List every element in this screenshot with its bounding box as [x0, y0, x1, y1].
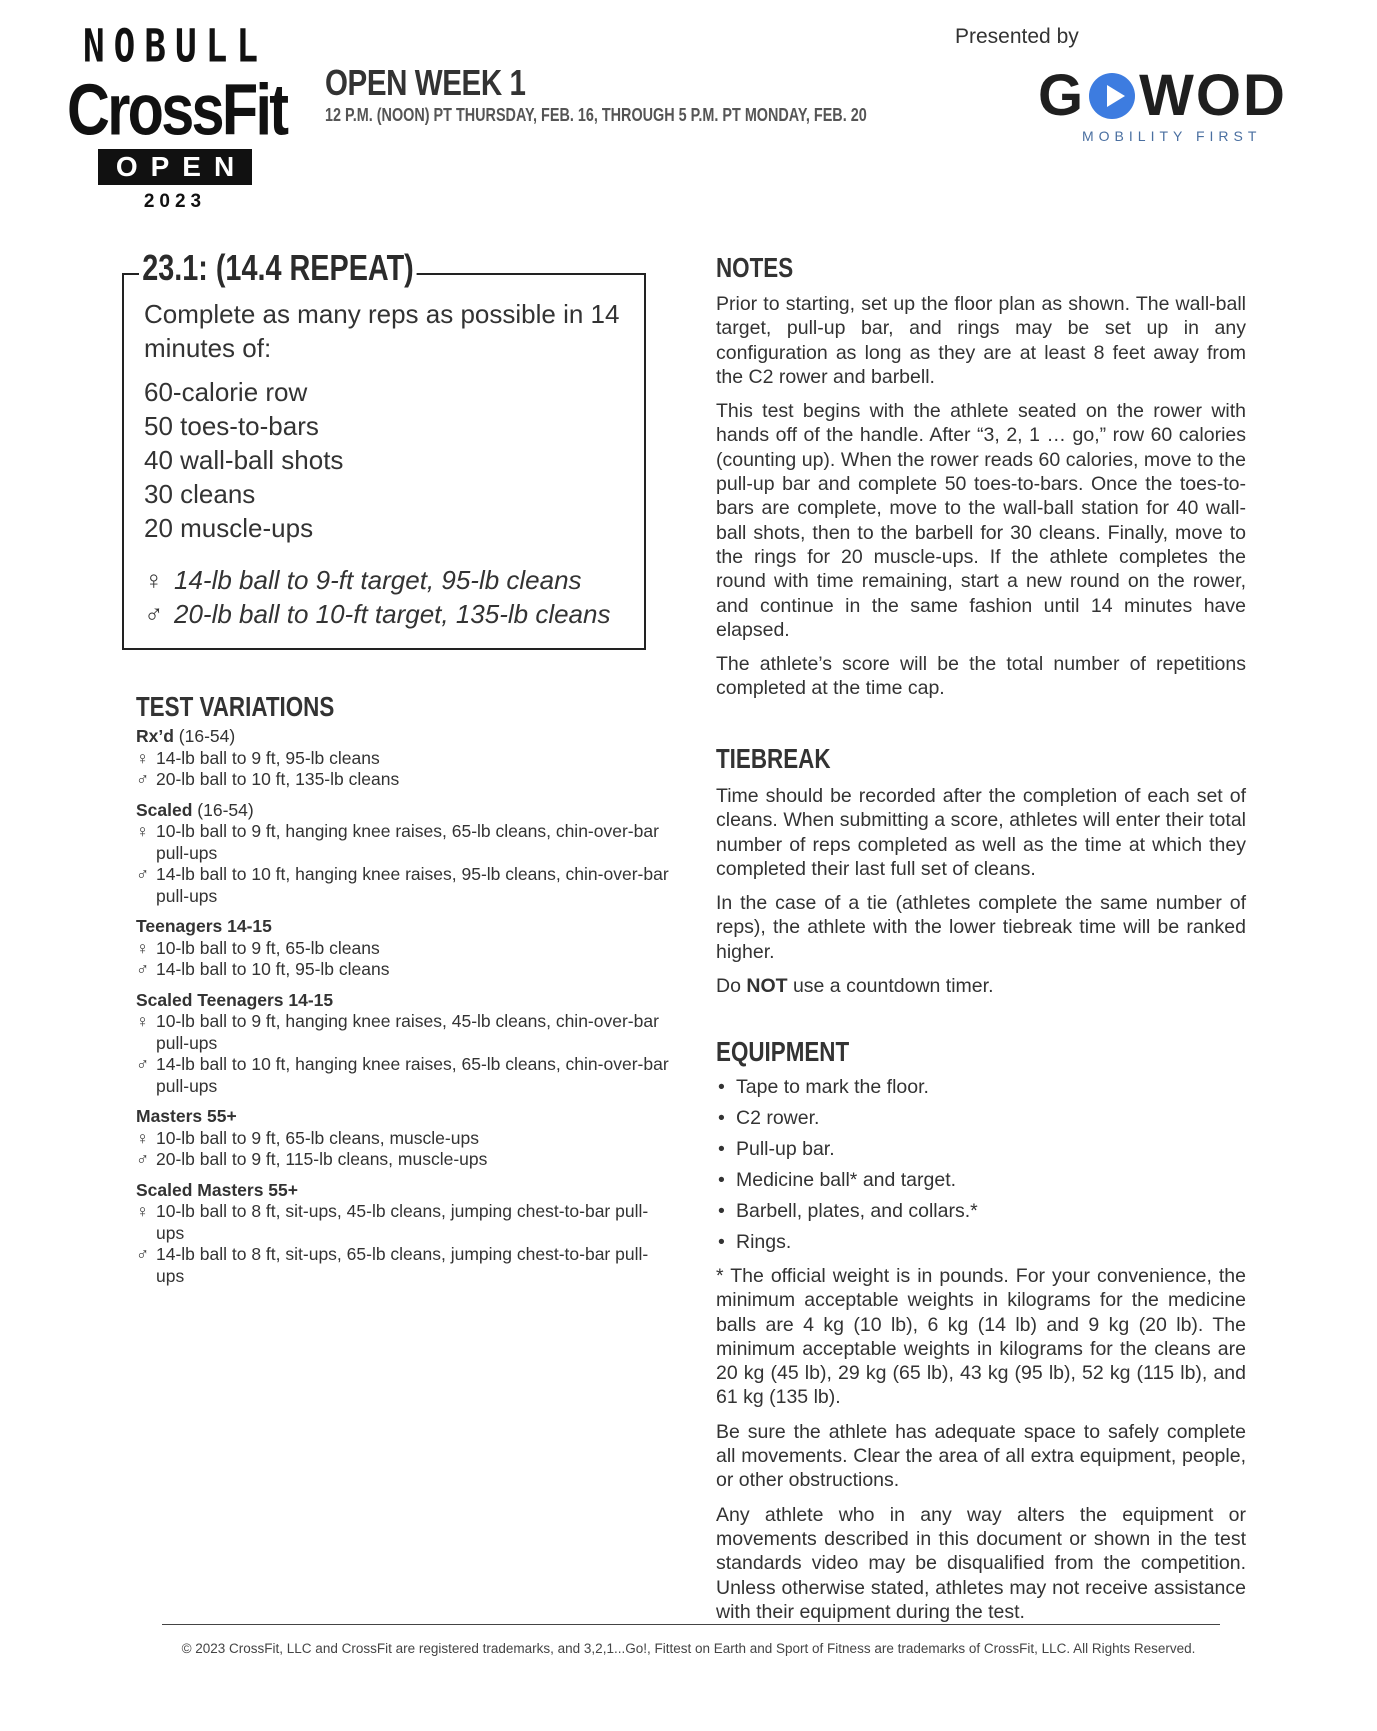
variation-name: Scaled Masters 55+ [136, 1179, 298, 1200]
variation-name: Masters 55+ [136, 1106, 237, 1126]
male-symbol-icon: ♂ [136, 1149, 150, 1169]
equipment-heading: EQUIPMENT [716, 1036, 850, 1067]
female-symbol-icon: ♀ [144, 565, 164, 595]
variation-age: (16-54) [192, 799, 254, 820]
movement-item: 30 cleans [144, 479, 256, 509]
male-symbol-icon: ♂ [136, 959, 150, 979]
equipment-item: • Pull-up bar. [716, 1134, 1246, 1165]
sponsor-name-left: G [1038, 63, 1086, 128]
variation-text: 10-lb ball to 9 ft, hanging knee raises, 45-lb cleans, chin-over-bar pull-ups [156, 1011, 659, 1053]
sponsor-tagline: MOBILITY FIRST [1082, 128, 1262, 144]
logo-name: CrossFit [67, 68, 287, 150]
variation-text: 10-lb ball to 9 ft, 65-lb cleans, muscle-ups [156, 1127, 479, 1148]
load-text: 14-lb ball to 9-ft target, 95-lb cleans [174, 565, 582, 595]
variation-text: 14-lb ball to 10 ft, 95-lb cleans [156, 959, 390, 979]
variation-line [136, 1201, 676, 1244]
load-female [144, 563, 634, 597]
play-icon [1089, 73, 1135, 119]
variation-line [136, 1149, 676, 1171]
crossfit-open-logo [55, 21, 295, 213]
variation-text: 10-lb ball to 8 ft, sit-ups, 45-lb cleans, jumping chest-to-bar pull-ups [156, 1201, 649, 1243]
movement-item: 60-calorie row [144, 377, 308, 407]
variation-age: (16-54) [173, 726, 236, 746]
logo-year: 2023 [143, 191, 207, 212]
equipment-paragraph: Any athlete who in any way alters the equipment or movements described in this document or shown in the test standards video may be disqualified from the competition. Unless otherwise stated, athletes may not receive assistance with their equipment during the test. [716, 1503, 1246, 1623]
variation-text: 14-lb ball to 8 ft, sit-ups, 65-lb cleans, jumping chest-to-bar pull-ups [156, 1244, 649, 1286]
equipment-item: • C2 rower. [716, 1103, 1246, 1134]
variation-name: Scaled [136, 799, 193, 820]
logo-brand: NOBULL [82, 21, 268, 73]
variation-line [136, 959, 676, 981]
variation-text: 10-lb ball to 9 ft, hanging knee raises, 65-lb cleans, chin-over-bar pull-ups [156, 821, 659, 863]
variation-text: 20-lb ball to 10 ft, 135-lb cleans [156, 769, 400, 789]
female-symbol-icon: ♀ [136, 937, 150, 958]
equipment-item: • Barbell, plates, and collars.* [716, 1196, 1246, 1227]
tiebreak-paragraph: Time should be recorded after the completion of each set of cleans. When submitting a score, athletes will enter their total number of reps completed as well as the time at which they completed their last full set of cleans. [716, 785, 1246, 880]
variation-text: 10-lb ball to 9 ft, 65-lb cleans [156, 937, 380, 958]
countdown-note: Do NOT use a countdown timer. [716, 975, 994, 998]
test-variations-heading: TEST VARIATIONS [136, 691, 335, 722]
variation-line [136, 1011, 676, 1054]
load-male [144, 597, 634, 631]
notes-heading: NOTES [716, 252, 794, 283]
variation-name: Teenagers 14-15 [136, 916, 272, 936]
variation-name: Rx’d [136, 726, 174, 746]
variation-line [136, 748, 676, 770]
male-symbol-icon: ♂ [136, 1244, 150, 1264]
variation-group [136, 1180, 676, 1288]
sponsor-logo [1038, 63, 1308, 144]
variation-group [136, 800, 676, 908]
female-symbol-icon: ♀ [136, 1201, 150, 1221]
variation-group [136, 990, 676, 1098]
page-title: OPEN WEEK 1 [325, 62, 526, 103]
equipment-item: • Medicine ball* and target. [716, 1165, 1246, 1196]
variation-line [136, 821, 676, 864]
notes-paragraph: Prior to starting, set up the floor plan as shown. The wall-ball target, pull-up bar, and rings may be set up in any configuration as long as they are at least 8 feet away from the C2 rower and barbell. [716, 293, 1246, 388]
notes-paragraph: The athlete’s score will be the total number of repetitions completed at the time cap. [716, 653, 1246, 700]
variation-text: 20-lb ball to 9 ft, 115-lb cleans, muscle-ups [156, 1149, 488, 1169]
male-symbol-icon: ♂ [136, 1054, 150, 1074]
footer-copyright: © 2023 CrossFit, LLC and CrossFit are registered trademarks, and 3,2,1...Go!, Fittest on Earth and Sport of Fitness are trademarks of CrossFit, LLC. All Rights Reserved. [181, 1641, 1196, 1656]
male-symbol-icon: ♂ [136, 769, 150, 789]
footer-divider [162, 1624, 1220, 1625]
workout-intro: Complete as many reps as possible in 14 minutes of: [144, 299, 620, 363]
equipment-section [716, 1072, 1246, 1634]
female-symbol-icon: ♀ [136, 1127, 150, 1148]
male-symbol-icon: ♂ [136, 864, 150, 884]
variation-line [136, 769, 676, 791]
variation-text: 14-lb ball to 10 ft, hanging knee raises, 95-lb cleans, chin-over-bar pull-ups [156, 864, 669, 906]
equipment-item: • Rings. [716, 1227, 1246, 1258]
load-text: 20-lb ball to 10-ft target, 135-lb cleans [174, 599, 611, 629]
movement-list [144, 375, 634, 545]
tiebreak-heading: TIEBREAK [716, 743, 831, 774]
movement-item: 40 wall-ball shots [144, 445, 344, 475]
female-symbol-icon: ♀ [136, 747, 150, 768]
movement-item: 20 muscle-ups [144, 513, 314, 543]
notes-section [716, 292, 1246, 711]
variation-text: 14-lb ball to 10 ft, hanging knee raises, 65-lb cleans, chin-over-bar pull-ups [156, 1054, 669, 1096]
male-symbol-icon: ♂ [144, 599, 164, 629]
tiebreak-section [716, 784, 1246, 1008]
workout-title: 23.1: (14.4 REPEAT) [139, 247, 417, 289]
female-symbol-icon: ♀ [136, 821, 150, 841]
variation-line [136, 938, 676, 960]
test-variations-list [136, 726, 676, 1296]
movement-item: 50 toes-to-bars [144, 411, 319, 441]
workout-box [122, 247, 646, 650]
variation-line [136, 1244, 676, 1287]
variation-group [136, 726, 676, 791]
notes-paragraph: This test begins with the athlete seated on the rower with hands off of the handle. After “3, 2, 1 … go,” row 60 calories (counting up). When the rower reads 60 calories, move to the pull-up bar and complete 50 toes-to-bars. Once the toes-to-bars are complete, move to the wall-ball station for 40 wall-ball shots, then to the barbell for 30 cleans. Finally, move to the rings for 20 muscle-ups. If the athlete completes the round with time remaining, start a new round on the rower, and continue in the same fashion until 14 minutes have elapsed. [716, 400, 1246, 641]
tiebreak-paragraph: In the case of a tie (athletes complete the same number of reps), the athlete with the lower tiebreak time will be ranked higher. [716, 892, 1246, 963]
sponsor-name-right: WOD [1139, 63, 1287, 128]
equipment-paragraph: Be sure the athlete has adequate space to safely complete all movements. Clear the area of all extra equipment, people, or other obstructions. [716, 1420, 1246, 1492]
load-list [144, 563, 634, 631]
variation-text: 14-lb ball to 9 ft, 95-lb cleans [156, 747, 380, 768]
variation-line [136, 864, 676, 907]
variation-line [136, 1054, 676, 1097]
female-symbol-icon: ♀ [136, 1011, 150, 1031]
variation-name: Scaled Teenagers 14-15 [136, 989, 334, 1010]
equipment-list [716, 1072, 1246, 1258]
logo-event: OPEN [98, 149, 252, 185]
page-subtitle: 12 P.M. (NOON) PT THURSDAY, FEB. 16, THROUGH 5 P.M. PT MONDAY, FEB. 20 [325, 105, 867, 125]
variation-group [136, 916, 676, 981]
equipment-paragraph: * The official weight is in pounds. For your convenience, the minimum acceptable weights in kilograms for the medicine balls are 4 kg (10 lb), 6 kg (14 lb) and 9 kg (20 lb). The minimum acceptable weights in kilograms for the cleans are 20 kg (45 lb), 29 kg (65 lb), 43 kg (95 lb), 52 kg (115 lb), and 61 kg (135 lb). [716, 1265, 1246, 1409]
presented-by-label: Presented by [955, 25, 1079, 48]
variation-line [136, 1128, 676, 1150]
equipment-item: • Tape to mark the floor. [716, 1072, 1246, 1103]
variation-group [136, 1106, 676, 1171]
